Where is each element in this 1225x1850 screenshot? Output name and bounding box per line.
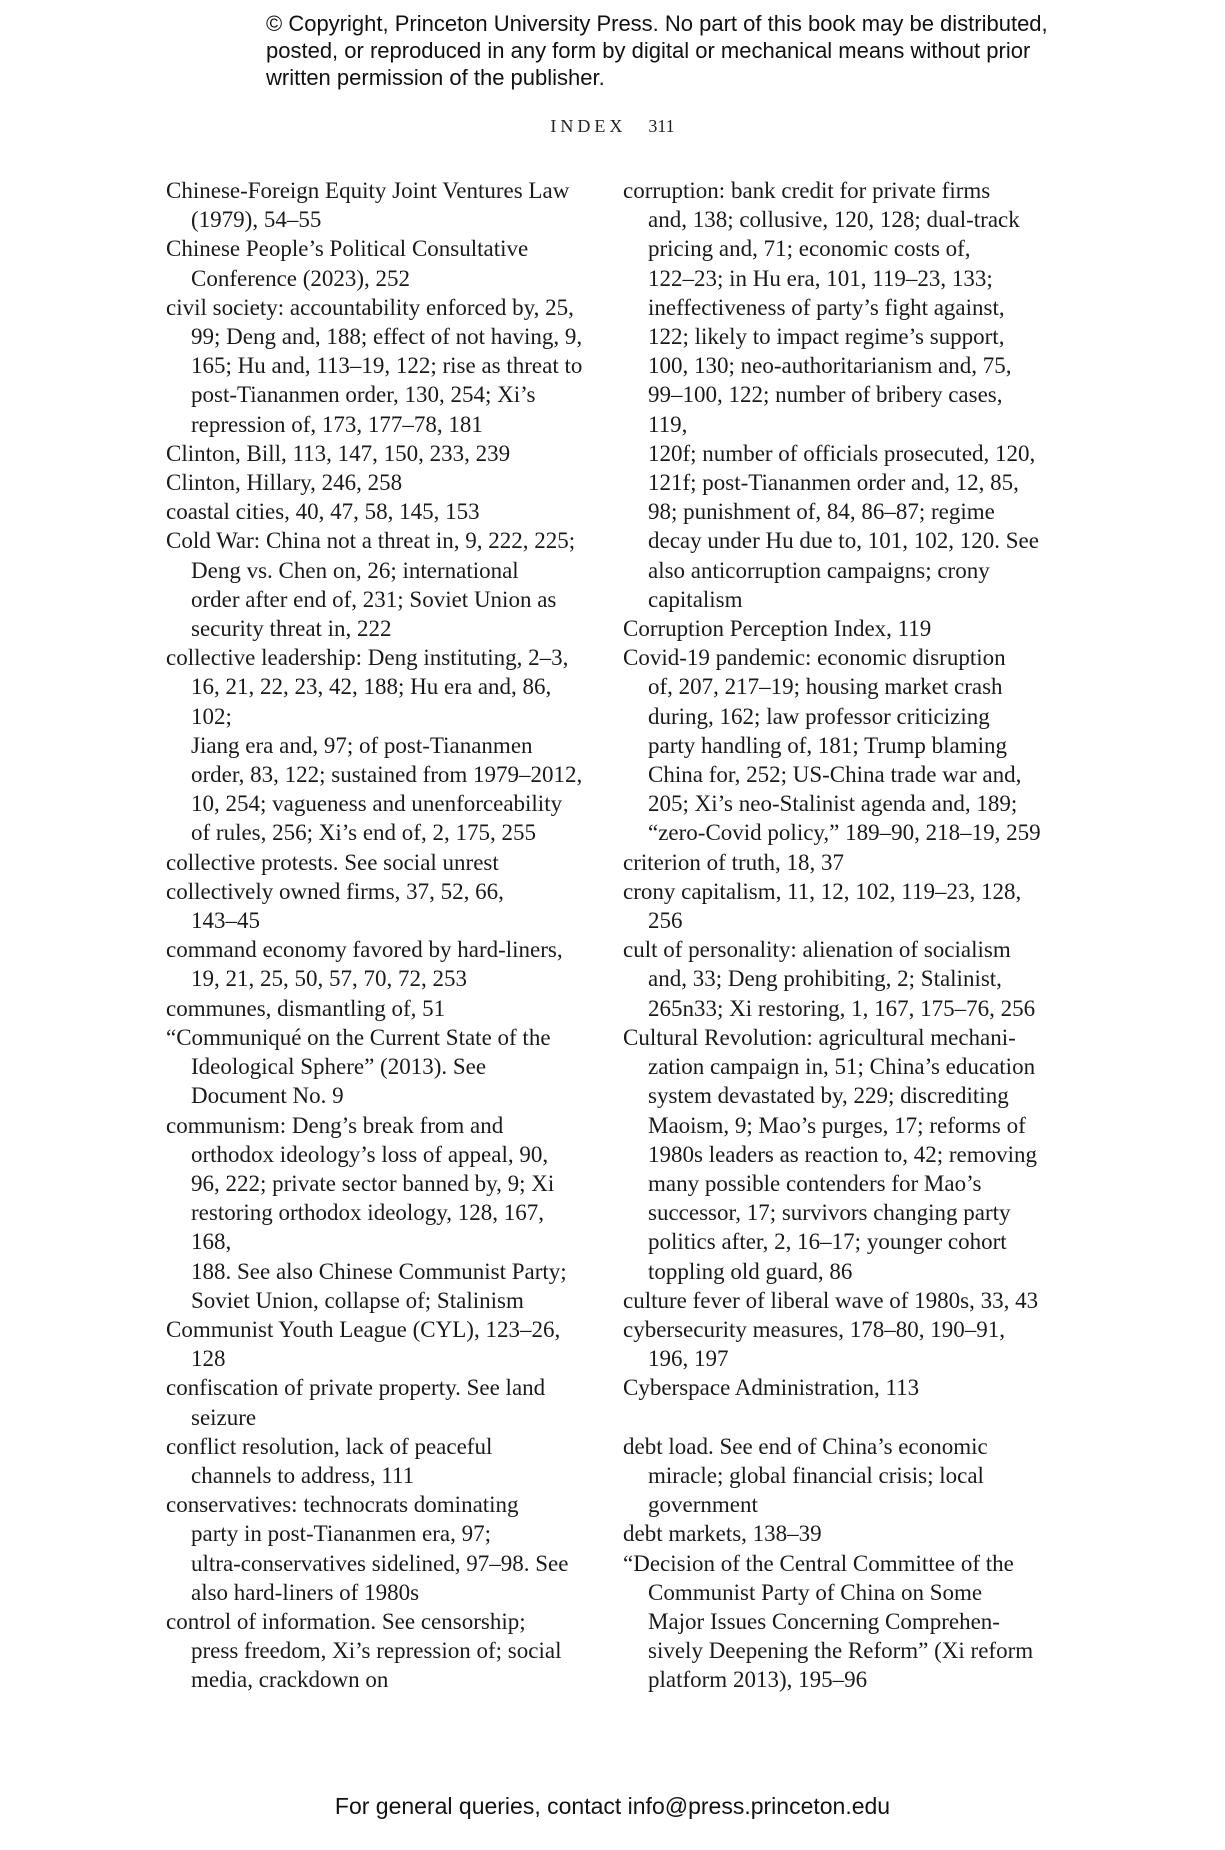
index-entry: Chinese People’s Political Consultative Conference (2023), 252 — [166, 236, 529, 291]
index-entry: Covid-19 pandemic: economic disruption of, 207, 217–19; housing market crash during, 162; law professor criticizing party handling of, 181; Trump blaming China for, 252; US-China trade war and, 205; Xi’s neo-Stalinist agenda and, 189; “zero-Covid policy,” 189–90, 218–19, 259 — [623, 645, 1041, 846]
index-entry: debt load. See end of China’s economic miracle; global financial crisis; local government — [623, 1433, 988, 1518]
index-entry: command economy favored by hard-liners, 19, 21, 25, 50, 57, 70, 72, 253 — [166, 937, 563, 992]
index-entry: Cyberspace Administration, 113 — [623, 1375, 920, 1401]
index-entry: collective leadership: Deng instituting, 2–3, 16, 21, 22, 23, 42, 188; Hu era and, 86, 102; Jiang era and, 97; of post-Tiananmen order, 83, 122; sustained from 1979–2012, 10, 254; vagueness and unenforceability of rules, 256; Xi’s end of, 2, 175, 255 — [166, 645, 583, 846]
index-entry: “Decision of the Central Committee of the Communist Party of China on Some Major Issues Concerning Comprehen- sively Deepening the Reform” (Xi reform platform 2013), 195–96 — [623, 1550, 1034, 1693]
index-entry: Communist Youth League (CYL), 123–26, 128 — [166, 1316, 561, 1372]
index-column-left — [166, 176, 584, 1695]
index-column-right — [623, 176, 1041, 1695]
index-entry: crony capitalism, 11, 12, 102, 119–23, 128, 256 — [623, 878, 1022, 934]
index-entry: criterion of truth, 18, 37 — [623, 849, 845, 875]
index-entry: coastal cities, 40, 47, 58, 145, 153 — [166, 499, 480, 525]
index-entry: debt markets, 138–39 — [623, 1521, 822, 1547]
page-number: 311 — [648, 116, 675, 136]
index-entry: Cultural Revolution: agricultural mechani- zation campaign in, 51; China’s education system devastated by, 229; discrediting Maoism, 9; Mao’s purges, 17; reforms of 1980s leaders as reaction to, 42; removing many possible contenders for Mao’s successor, 17; survivors changing party politics after, 2, 16–17; younger cohort toppling old guard, 86 — [623, 1024, 1037, 1284]
section-title: INDEX — [550, 116, 627, 136]
index-entry: culture fever of liberal wave of 1980s, 33, 43 — [623, 1287, 1039, 1313]
index-entry: “Communiqué on the Current State of the Ideological Sphere” (2013). See Document No. 9 — [166, 1024, 551, 1109]
footer-contact: For general queries, contact info@press.princeton.edu — [334, 1793, 891, 1819]
running-head — [0, 116, 1225, 137]
index-entry: confiscation of private property. See land seizure — [166, 1375, 546, 1430]
index-entry: Cold War: China not a threat in, 9, 222, 225; Deng vs. Chen on, 26; international order after end of, 231; Soviet Union as security threat in, 222 — [166, 528, 576, 642]
index-entry: cult of personality: alienation of socialism and, 33; Deng prohibiting, 2; Stalinist, 265n33; Xi restoring, 1, 167, 175–76, 256 — [623, 937, 1036, 1021]
index-entry: communism: Deng’s break from and orthodox ideology’s loss of appeal, 90, 96, 222; private sector banned by, 9; Xi restoring orthodox ideology, 128, 167, 168, 188. See also Chinese Communist Party; Soviet Union, collapse of; Stalinism — [166, 1112, 567, 1313]
index-entry: conflict resolution, lack of peaceful channels to address, 111 — [166, 1433, 493, 1488]
index-entry: Chinese-Foreign Equity Joint Ventures Law (1979), 54–55 — [166, 178, 570, 233]
index-entry: Clinton, Bill, 113, 147, 150, 233, 239 — [166, 440, 511, 466]
index-entry: Corruption Perception Index, 119 — [623, 616, 932, 642]
copyright-notice: © Copyright, Princeton University Press. No part of this book may be distributed, posted, or reproduced in any form by digital or mechanical means without prior written permission of the publisher. — [266, 11, 1048, 90]
index-entry: Clinton, Hillary, 246, 258 — [166, 470, 403, 496]
index-entry: control of information. See censorship; press freedom, Xi’s repression of; social media, crackdown on — [166, 1608, 562, 1693]
index-entry: collective protests. See social unrest — [166, 849, 499, 875]
index-entry: conservatives: technocrats dominating party in post-Tiananmen era, 97; ultra-conservatives sidelined, 97–98. See also hard-liners of 1980s — [166, 1492, 569, 1605]
index-entry: cybersecurity measures, 178–80, 190–91, 196, 197 — [623, 1316, 1005, 1372]
index-entry: communes, dismantling of, 51 — [166, 995, 446, 1021]
index-entry: collectively owned firms, 37, 52, 66, 143–45 — [166, 878, 504, 934]
index-entry: civil society: accountability enforced by, 25, 99; Deng and, 188; effect of not having, 9, 165; Hu and, 113–19, 122; rise as threat to post-Tiananmen order, 130, 254; Xi’s repression of, 173, 177–78, 181 — [166, 294, 583, 437]
index-entry: corruption: bank credit for private firms and, 138; collusive, 120, 128; dual-track pricing and, 71; economic costs of, 122–23; in Hu era, 101, 119–23, 133; ineffectiveness of party’s fight against, 122; likely to impact regime’s support, 100, 130; neo-authoritarianism and, 75, 99–100, 122; number of bribery cases, 119, 120f; number of officials prosecuted, 120, 121f; post-Tiananmen order and, 12, 85, 98; punishment of, 84, 86–87; regime decay under Hu due to, 101, 102, 120. See also anticorruption campaigns; crony capitalism — [623, 178, 1039, 612]
